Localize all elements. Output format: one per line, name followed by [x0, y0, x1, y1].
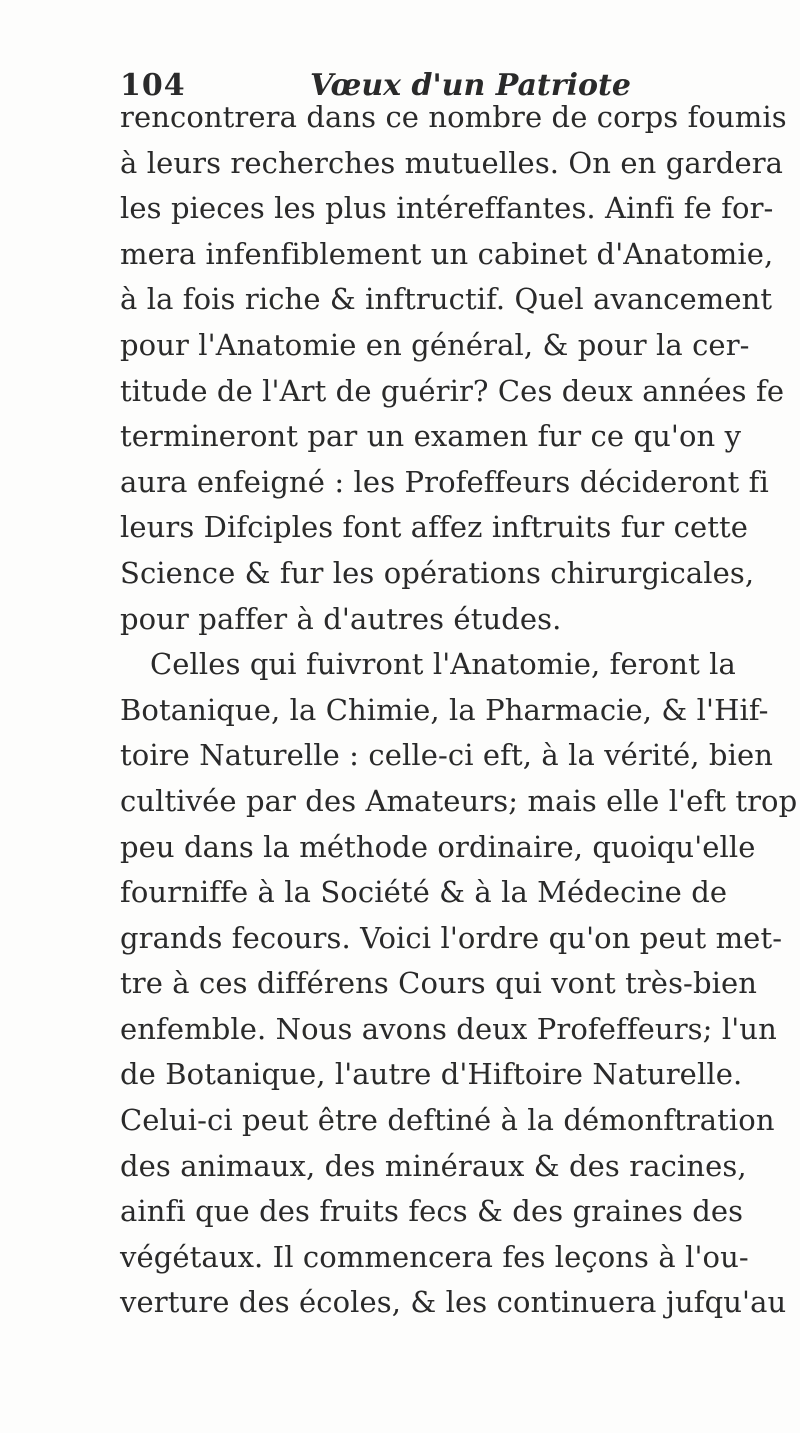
text-line: titude de l'Art de guérir? Ces deux années fe: [120, 373, 785, 408]
text-line: rencontrera dans ce nombre de corps foumis: [120, 100, 787, 134]
text-line: cultivée par des Amateurs; mais elle l'eft trop: [120, 783, 798, 818]
text-line: les pieces les plus intéreffantes. Ainfi fe for-: [120, 191, 774, 226]
text-line: des animaux, des minéraux & des racines,: [120, 1148, 747, 1183]
text-line: fourniffe à la Société & à la Médecine de: [120, 875, 728, 910]
text-line: à leurs recherches mutuelles. On en gardera: [120, 145, 784, 180]
text-line: Botanique, la Chimie, la Pharmacie, & l'Hif-: [120, 692, 769, 727]
text-line: toire Naturelle : celle-ci eft, à la vérité, bien: [120, 738, 774, 773]
text-line: verture des écoles, & les continuera jufqu'au: [120, 1285, 787, 1320]
text-line: pour l'Anatomie en général, & pour la cer-: [120, 327, 750, 362]
text-line: pour paffer à d'autres études.: [120, 601, 562, 636]
text-line: végétaux. Il commencera fes leçons à l'ou-: [120, 1239, 749, 1274]
text-line: de Botanique, l'autre d'Hiftoire Naturelle.: [120, 1057, 743, 1092]
text-line: leurs Difciples font affez inftruits fur cette: [120, 510, 748, 545]
text-line: à la fois riche & inftructif. Quel avancement: [120, 282, 773, 317]
text-line: peu dans la méthode ordinaire, quoiqu'elle: [120, 829, 756, 864]
text-line: ainfi que des fruits fecs & des graines des: [120, 1194, 744, 1229]
text-line: Celui-ci peut être deftiné à la démonftration: [120, 1103, 775, 1138]
page-number: 104: [120, 68, 186, 103]
text-line: grands fecours. Voici l'ordre qu'on peut met-: [120, 920, 783, 955]
text-line: Science & fur les opérations chirurgicales,: [120, 555, 755, 590]
body-text: [120, 95, 798, 1326]
text-line: enfemble. Nous avons deux Profeffeurs; l'un: [120, 1011, 777, 1046]
text-line: tre à ces différens Cours qui vont très-bien: [120, 966, 758, 1001]
text-line: mera infenfiblement un cabinet d'Anatomie,: [120, 236, 774, 271]
text-line: Celles qui fuivront l'Anatomie, feront la: [150, 647, 736, 682]
text-line: aura enfeigné : les Profeffeurs décideront fi: [120, 464, 769, 499]
text-line: termineront par un examen fur ce qu'on y: [120, 419, 742, 454]
running-title: Vœux d'un Patriote: [310, 68, 631, 103]
